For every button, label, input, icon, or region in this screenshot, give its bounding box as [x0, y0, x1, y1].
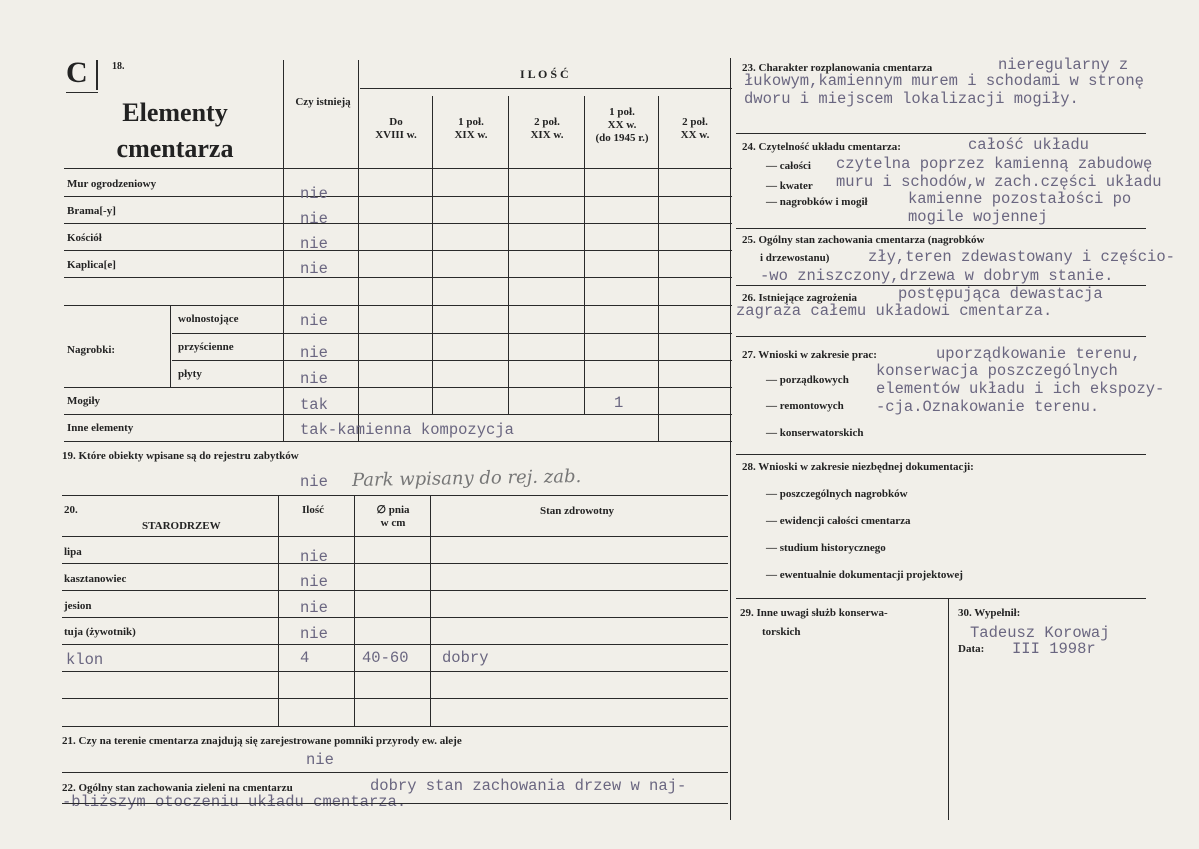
q20-row-line — [62, 590, 728, 591]
q20-row-line — [62, 698, 728, 699]
q27-sub-remontowych: — remontowych — [766, 400, 844, 412]
tree-label-klon: klon — [66, 651, 104, 669]
value-kosciol: nie — [300, 235, 328, 253]
tree-value-lipa: nie — [300, 548, 328, 566]
col-line — [283, 60, 284, 441]
tree-value-kasztanowiec: nie — [300, 573, 328, 591]
value-mur: nie — [300, 185, 328, 203]
q19-bottom-line — [62, 495, 728, 496]
col-line — [170, 305, 171, 387]
q21-value: nie — [306, 751, 334, 769]
section-letter: C — [66, 56, 88, 89]
q27-value-line3: elementów układu i ich ekspozy- — [876, 380, 1165, 398]
q20-col-line — [430, 495, 431, 726]
q20-col-ilosc: Ilość — [302, 504, 324, 516]
row-line — [172, 360, 732, 361]
value-przyscienne: nie — [300, 344, 328, 362]
q27-label: 27. Wnioski w zakresie prac: — [742, 349, 877, 361]
tree-klon-stan: dobry — [442, 649, 489, 667]
q24-label: 24. Czytelność układu cmentarza: — [742, 141, 901, 153]
q19-label: 19. Które obiekty wpisane są do rejestru zabytków — [62, 450, 299, 462]
title-line-2: cmentarza — [116, 134, 234, 163]
row-line — [64, 223, 732, 224]
q20-row-line — [62, 644, 728, 645]
q26-label: 26. Istniejące zagrożenia — [742, 292, 857, 304]
col-line — [508, 96, 509, 414]
value-wolnostojace: nie — [300, 312, 328, 330]
ilosc-header: I L O Ś Ć — [520, 67, 569, 81]
q26-bottom-line — [736, 336, 1146, 337]
q26-value-line2: zagraża całemu układowi cmentarza. — [736, 302, 1053, 320]
q20-col-stan: Stan zdrowotny — [540, 505, 615, 517]
q21-label: 21. Czy na terenie cmentarza znajdują się zarejestrowane pomniki przyrody ew. aleje — [62, 735, 462, 747]
value-kaplica: nie — [300, 260, 328, 278]
q28-sub-projektowej: — ewentualnie dokumentacji projektowej — [766, 569, 963, 581]
row-label-plyty: płyty — [178, 368, 202, 380]
q19-handwritten: Park wpisany do rej. zab. — [351, 466, 582, 491]
q29-q30-divider — [948, 598, 949, 820]
col-exists-header: Czy istnieją — [295, 96, 351, 108]
q25-value-line1: zły,teren zdewastowany i częścio- — [868, 248, 1175, 266]
row-label-kaplica: Kaplica[e] — [67, 259, 116, 271]
q23-label: 23. Charakter rozplanowania cmentarza — [742, 62, 933, 74]
q20-num: 20. — [64, 504, 78, 516]
row-line — [64, 414, 732, 415]
q19-typed: nie — [300, 473, 328, 491]
value-brama: nie — [300, 210, 328, 228]
q20-col-line — [354, 495, 355, 726]
tree-value-tuja: nie — [300, 625, 328, 643]
value-mogily-count: 1 — [614, 394, 624, 412]
q20-row-line — [62, 563, 728, 564]
tree-label-jesion: jesion — [64, 600, 92, 612]
row-label-mogily: Mogiły — [67, 395, 100, 407]
tree-label-lipa: lipa — [64, 546, 82, 558]
q22-value-line1: dobry stan zachowania drzew w naj- — [370, 777, 687, 795]
row-line — [64, 441, 732, 442]
header-bottom-line — [64, 168, 732, 169]
q23-value-line2: łukowym,kamiennym murem i schodami w stronę — [744, 72, 1144, 90]
q21-bottom-line — [62, 772, 728, 773]
section-letter-bar — [96, 60, 98, 90]
q26-value-line1: postępująca dewastacja — [898, 285, 1103, 303]
row-label-nagrobki: Nagrobki: — [67, 344, 116, 356]
row-line — [64, 250, 732, 251]
q25-label2: i drzewostanu) — [760, 252, 830, 264]
q20-header-line — [62, 536, 728, 537]
q24-bottom-line — [736, 228, 1146, 229]
q30-date-label: Data: — [958, 643, 985, 655]
tree-label-kasztanowiec: kasztanowiec — [64, 573, 127, 585]
row-line — [64, 277, 732, 278]
col-line — [358, 60, 359, 441]
ilosc-divider — [360, 88, 732, 89]
q23-bottom-line — [736, 133, 1146, 134]
q29-label-line2: torskich — [762, 626, 801, 638]
q24-sub-nagrobkow: — nagrobków i mogił — [766, 196, 868, 208]
q27-sub-porzadkowych: — porządkowych — [766, 374, 849, 386]
row-label-brama: Brama[-y] — [67, 205, 116, 217]
q24-value-line2: czytelna poprzez kamienną zabudowę — [836, 155, 1153, 173]
row-line — [64, 305, 732, 306]
tree-klon-pien: 40-60 — [362, 649, 409, 667]
q27-sub-konserwatorskich: — konserwatorskich — [766, 427, 864, 439]
row-label-inne: Inne elementy — [67, 422, 134, 434]
col-1-xx: 1 poł. XX w. (do 1945 r.) — [595, 106, 649, 144]
tree-label-tuja: tuja (żywotnik) — [64, 626, 136, 638]
row-label-mur: Mur ogrodzeniowy — [67, 178, 157, 190]
q25-value-line2: -wo zniszczony,drzewa w dobrym stanie. — [760, 267, 1114, 285]
q23-value-line3: dworu i miejscem lokalizacji mogiły. — [744, 90, 1079, 108]
q30-name: Tadeusz Korowaj — [970, 624, 1110, 642]
col-2-xix: 2 poł. XIX w. — [530, 116, 564, 141]
q24-sub-calosci: — całości — [766, 160, 811, 172]
col-line — [584, 96, 585, 414]
q27-value-line4: -cja.Oznakowanie terenu. — [876, 398, 1100, 416]
q22-label: 22. Ogólny stan zachowania zieleni na cmentarzu — [62, 782, 293, 794]
q28-sub-nagrobkow: — poszczególnych nagrobków — [766, 488, 908, 500]
q23-value-line1: nieregularny z — [998, 56, 1129, 74]
q27-value-line1: uporządkowanie terenu, — [936, 345, 1141, 363]
q28-sub-ewidencji: — ewidencji całości cmentarza — [766, 515, 911, 527]
q28-label: 28. Wnioski w zakresie niezbędnej dokumentacji: — [742, 461, 974, 473]
row-line — [172, 333, 732, 334]
q22-line — [62, 803, 728, 804]
q28-sub-studium: — studium historycznego — [766, 542, 886, 554]
q27-bottom-line — [736, 454, 1146, 455]
q24-value-line3: muru i schodów,w zach.części układu — [836, 173, 1162, 191]
q30-label: 30. Wypełnił: — [958, 607, 1021, 619]
row-line — [64, 196, 732, 197]
q24-value-line4: kamienne pozostałości po — [908, 190, 1132, 208]
value-plyty: nie — [300, 370, 328, 388]
tree-value-jesion: nie — [300, 599, 328, 617]
col-2-xx: 2 poł. XX w. — [680, 116, 710, 141]
q20-row-line — [62, 617, 728, 618]
section-letter-underline — [66, 92, 98, 93]
q30-date: III 1998r — [1012, 640, 1096, 658]
row-line — [64, 387, 732, 388]
q25-label: 25. Ogólny stan zachowania cmentarza (nagrobków — [742, 234, 985, 246]
section-number: 18. — [112, 61, 125, 72]
col-1-xix: 1 poł. XIX w. — [454, 116, 488, 141]
q20-row-line — [62, 671, 728, 672]
q28-bottom-line — [736, 598, 1146, 599]
col-xviii: Do XVIII w. — [375, 116, 417, 141]
q24-value-line5: mogile wojennej — [908, 208, 1048, 226]
q20-title: STARODRZEW — [142, 520, 221, 532]
q20-bottom-line — [62, 726, 728, 727]
col-line — [432, 96, 433, 414]
q29-label-line1: 29. Inne uwagi służb konserwa- — [740, 607, 888, 619]
q22-value-line2: -bliższym otoczeniu układu cmentarza. — [62, 793, 407, 811]
tree-klon-ilosc: 4 — [300, 649, 310, 667]
title-line-1: Elementy — [122, 98, 228, 127]
right-column-border — [730, 58, 731, 820]
q20-col-pien: ∅ pnia w cm — [376, 504, 410, 529]
value-inne: tak-kamienna kompozycja — [300, 421, 514, 439]
row-label-kosciol: Kościół — [67, 232, 102, 244]
q24-value-line1: całość układu — [968, 136, 1089, 154]
q27-value-line2: konserwacja poszczególnych — [876, 362, 1118, 380]
col-line — [658, 96, 659, 441]
q20-col-line — [278, 495, 279, 726]
q24-sub-kwater: — kwater — [766, 180, 813, 192]
row-label-wolnostojace: wolnostojące — [178, 313, 239, 325]
value-mogily: tak — [300, 396, 328, 414]
row-label-przyscienne: przyścienne — [178, 341, 234, 353]
